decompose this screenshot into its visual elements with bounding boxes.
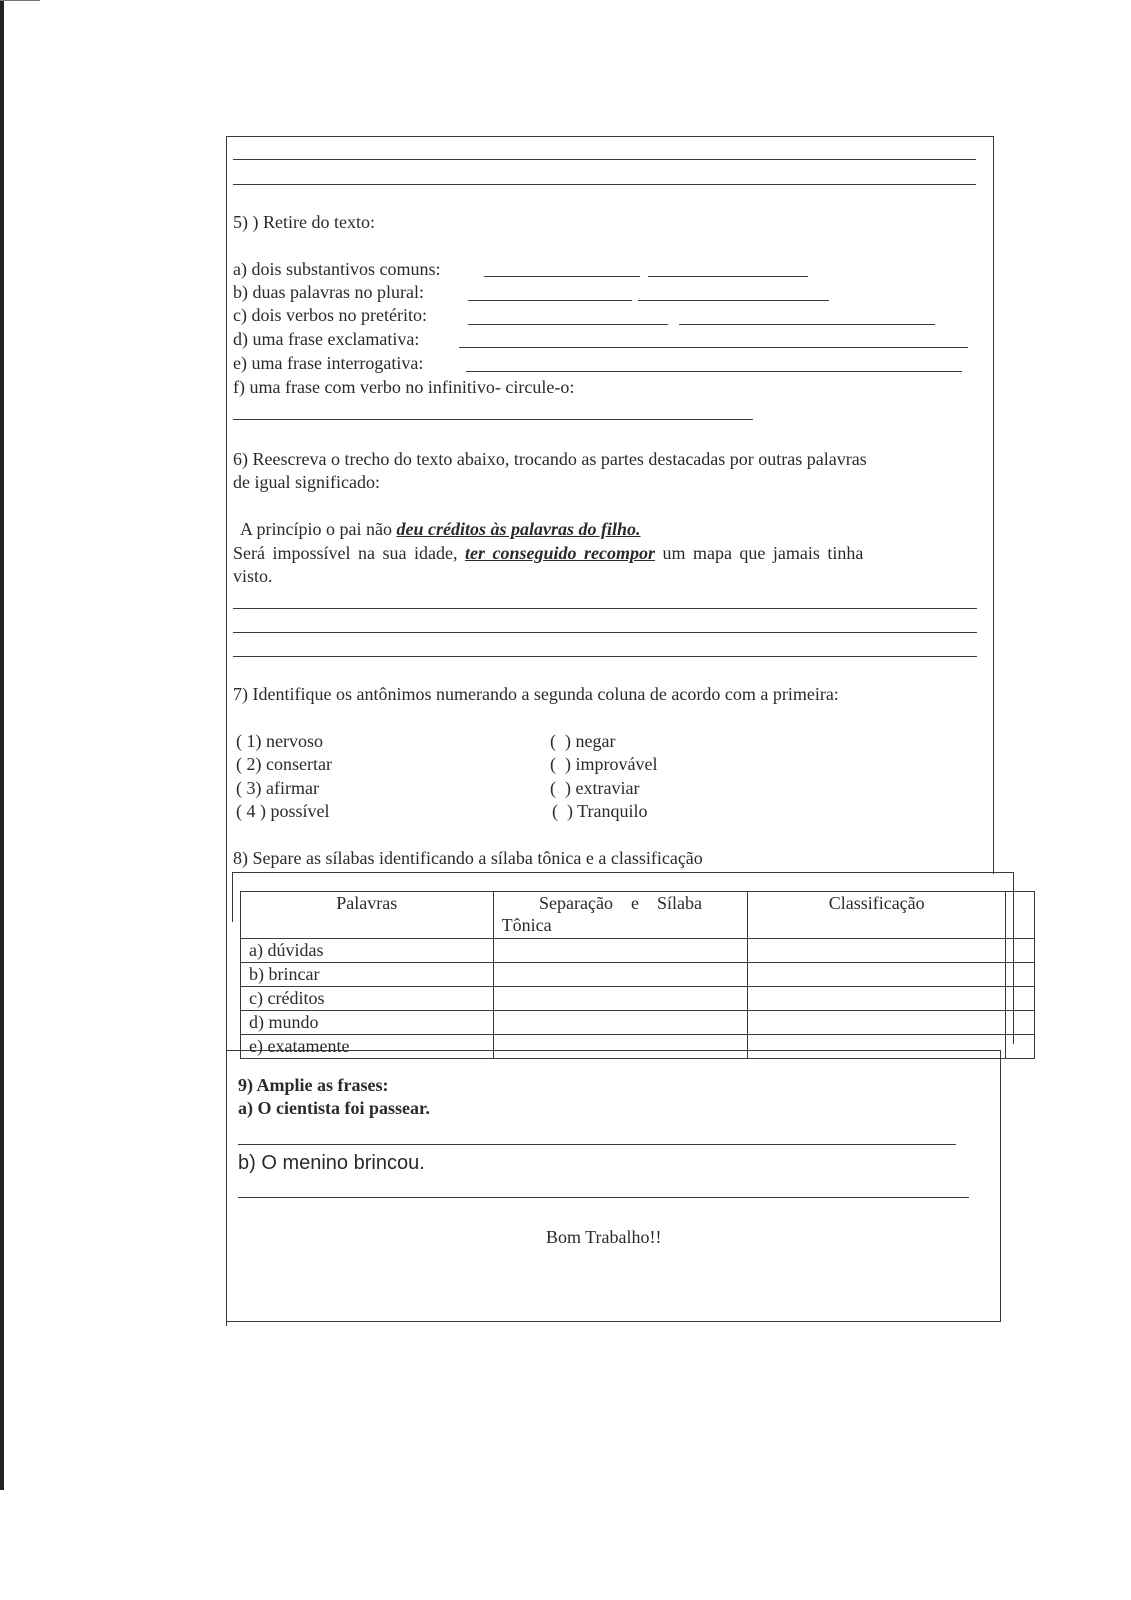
word-cell: b) brincar (241, 963, 494, 987)
answer-line[interactable] (233, 632, 977, 633)
q6-sentence-2 (233, 542, 863, 565)
separation-cell[interactable] (493, 1035, 748, 1059)
q6-sentence-1 (240, 518, 641, 541)
separation-cell[interactable] (493, 987, 748, 1011)
q7-right-1[interactable]: ( ) negar (550, 731, 616, 751)
answer-blank[interactable] (648, 276, 808, 277)
classification-cell[interactable] (748, 1035, 1006, 1059)
q7-left-2: ( 2) consertar (236, 754, 332, 774)
q7-left-3: ( 3) afirmar (236, 778, 319, 798)
separation-cell[interactable] (493, 939, 748, 963)
classification-cell[interactable] (748, 939, 1006, 963)
extra-cell (1006, 1011, 1035, 1035)
answer-line[interactable] (233, 184, 976, 185)
scan-edge-left (0, 0, 4, 1490)
q7-left-4: ( 4 ) possível (236, 801, 330, 821)
table-row (241, 987, 1035, 1011)
syllable-table (240, 891, 1035, 1059)
q7-title: 7) Identifique os antônimos numerando a segunda coluna de acordo com a primeira: (233, 684, 839, 704)
header-extra (1006, 892, 1035, 939)
header-classificacao: Classificação (748, 892, 1006, 939)
q5-item-c: c) dois verbos no pretérito: (233, 305, 427, 325)
table-row (241, 1011, 1035, 1035)
q6-sentence-2-cont: visto. (233, 566, 273, 586)
classification-cell[interactable] (748, 1011, 1006, 1035)
q5-item-a: a) dois substantivos comuns: (233, 259, 441, 279)
answer-blank[interactable] (484, 276, 640, 277)
answer-line[interactable] (238, 1144, 956, 1145)
table-row (241, 963, 1035, 987)
answer-line[interactable] (233, 608, 977, 609)
answer-blank[interactable] (638, 300, 829, 301)
answer-blank[interactable] (468, 324, 668, 325)
extra-cell (1006, 1035, 1035, 1059)
q7-right-4[interactable]: ( ) Tranquilo (552, 801, 648, 821)
extra-cell (1006, 939, 1035, 963)
closing-text: Bom Trabalho!! (546, 1227, 662, 1247)
answer-line[interactable] (233, 419, 753, 420)
q6-title: 6) Reescreva o trecho do texto abaixo, trocando as partes destacadas por outras palavras (233, 449, 867, 469)
q6-s2-text: Será impossível na sua idade, (233, 543, 465, 563)
q9-sentence-b: b) O menino brincou. (238, 1152, 425, 1174)
q6-s2-after: um mapa que jamais tinha (654, 543, 864, 563)
word-cell: a) dúvidas (241, 939, 494, 963)
q8-title: 8) Separe as sílabas identificando a sílaba tônica e a classificação (233, 848, 703, 868)
extra-cell (1006, 963, 1035, 987)
word-cell: e) exatamente (241, 1035, 494, 1059)
scan-edge-top (0, 0, 40, 1)
answer-blank[interactable] (679, 324, 935, 325)
answer-blank[interactable] (468, 300, 632, 301)
q6-s1-highlight: deu créditos às palavras do filho. (396, 519, 641, 539)
header-separacao-line1: Separação e Sílaba (539, 893, 702, 913)
q7-right-3[interactable]: ( ) extraviar (550, 778, 640, 798)
classification-cell[interactable] (748, 963, 1006, 987)
answer-line[interactable] (233, 656, 977, 657)
q5-title: 5) ) Retire do texto: (233, 212, 375, 232)
q6-title-cont: de igual significado: (233, 472, 380, 492)
classification-cell[interactable] (748, 987, 1006, 1011)
answer-line[interactable] (233, 159, 976, 160)
q5-item-f: f) uma frase com verbo no infinitivo- circule-o: (233, 377, 575, 397)
answer-blank[interactable] (466, 371, 962, 372)
q5-item-b: b) duas palavras no plural: (233, 282, 424, 302)
header-separacao (493, 892, 748, 939)
q6-s2-highlight: ter conseguido recompor (464, 543, 655, 563)
table-row (241, 1035, 1035, 1059)
q6-s1-text: A princípio o pai não (240, 519, 397, 539)
word-cell: d) mundo (241, 1011, 494, 1035)
answer-line[interactable] (238, 1197, 969, 1198)
header-separacao-line2: Tônica (501, 915, 552, 935)
extra-cell (1006, 987, 1035, 1011)
q9-title: 9) Amplie as frases: (238, 1075, 389, 1095)
word-cell: c) créditos (241, 987, 494, 1011)
separation-cell[interactable] (493, 963, 748, 987)
table-row (241, 939, 1035, 963)
q5-item-e: e) uma frase interrogativa: (233, 353, 424, 373)
answer-blank[interactable] (459, 347, 968, 348)
header-palavras: Palavras (241, 892, 494, 939)
q7-right-2[interactable]: ( ) improvável (550, 754, 658, 774)
q5-item-d: d) uma frase exclamativa: (233, 329, 420, 349)
separation-cell[interactable] (493, 1011, 748, 1035)
q7-left-1: ( 1) nervoso (236, 731, 323, 751)
q9-sentence-a: a) O cientista foi passear. (238, 1098, 430, 1118)
